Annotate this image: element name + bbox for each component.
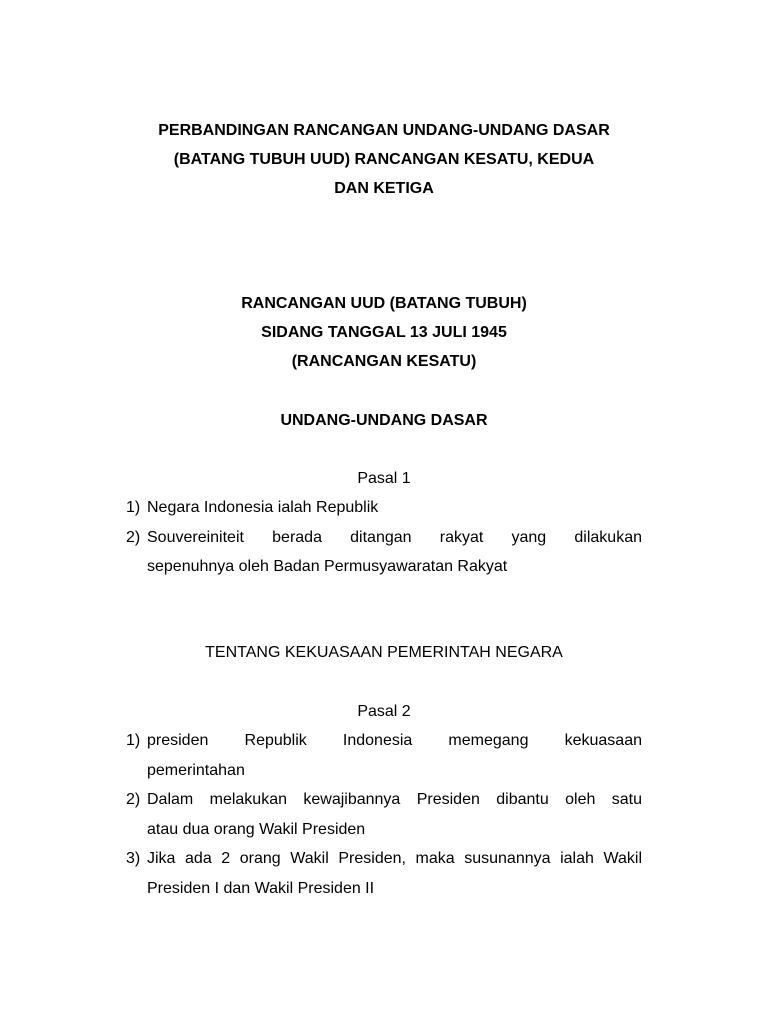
pasal-1-heading: Pasal 1 bbox=[357, 470, 411, 487]
list-item bbox=[126, 844, 642, 903]
list-item-text bbox=[147, 844, 642, 903]
draft-subtitle bbox=[128, 289, 640, 376]
section-heading: UNDANG-UNDANG DASAR bbox=[280, 412, 488, 429]
document-title-line-1: PERBANDINGAN RANCANGAN UNDANG-UNDANG DASAR bbox=[158, 122, 610, 139]
list-item-number: 3) bbox=[126, 850, 141, 867]
pasal-2-list bbox=[126, 726, 642, 903]
draft-subtitle-line-2: SIDANG TANGGAL 13 JULI 1945 bbox=[261, 324, 507, 341]
list-item-text-line-1: Jika ada 2 orang Wakil Presiden, maka susunannya ialah Wakil bbox=[147, 850, 642, 867]
list-item-text-line-2: Presiden I dan Wakil Presiden II bbox=[147, 879, 375, 897]
list-item-text bbox=[147, 726, 642, 785]
list-item-text-line-1: presiden Republik Indonesia memegang kekuasaan bbox=[147, 732, 642, 749]
list-item bbox=[126, 523, 642, 582]
list-item-number: 2) bbox=[126, 528, 141, 546]
list-item-text-line-2: pemerintahan bbox=[147, 761, 245, 779]
document-title bbox=[128, 116, 640, 203]
document-title-line-3: DAN KETIGA bbox=[334, 180, 434, 197]
list-item bbox=[126, 785, 642, 844]
list-item-number: 2) bbox=[126, 791, 141, 808]
pasal-1-list bbox=[126, 493, 642, 582]
document-title-line-2: (BATANG TUBUH UUD) RANCANGAN KESATU, KEDUA bbox=[173, 151, 595, 168]
pasal-2-heading: Pasal 2 bbox=[357, 703, 411, 720]
list-item-number: 1) bbox=[126, 499, 141, 516]
list-item bbox=[126, 493, 642, 523]
list-item-text-line-2: atau dua orang Wakil Presiden bbox=[147, 820, 366, 838]
list-item-text-line-2: sepenuhnya oleh Badan Permusyawaratan Rakyat bbox=[147, 558, 508, 575]
list-item-text: Negara Indonesia ialah Republik bbox=[147, 499, 379, 516]
list-item-text bbox=[147, 785, 642, 844]
draft-subtitle-line-3: (RANCANGAN KESATU) bbox=[291, 353, 477, 370]
list-item-text bbox=[147, 523, 642, 582]
list-item-text-line-1: Dalam melakukan kewajibannya Presiden dibantu oleh satu bbox=[147, 791, 642, 808]
chapter-heading: TENTANG KEKUASAAN PEMERINTAH NEGARA bbox=[205, 644, 563, 661]
list-item-text-line-1: Souvereiniteit berada ditangan rakyat yang dilakukan bbox=[147, 528, 642, 546]
list-item bbox=[126, 726, 642, 785]
draft-subtitle-line-1: RANCANGAN UUD (BATANG TUBUH) bbox=[241, 295, 527, 312]
list-item-number: 1) bbox=[126, 732, 141, 749]
